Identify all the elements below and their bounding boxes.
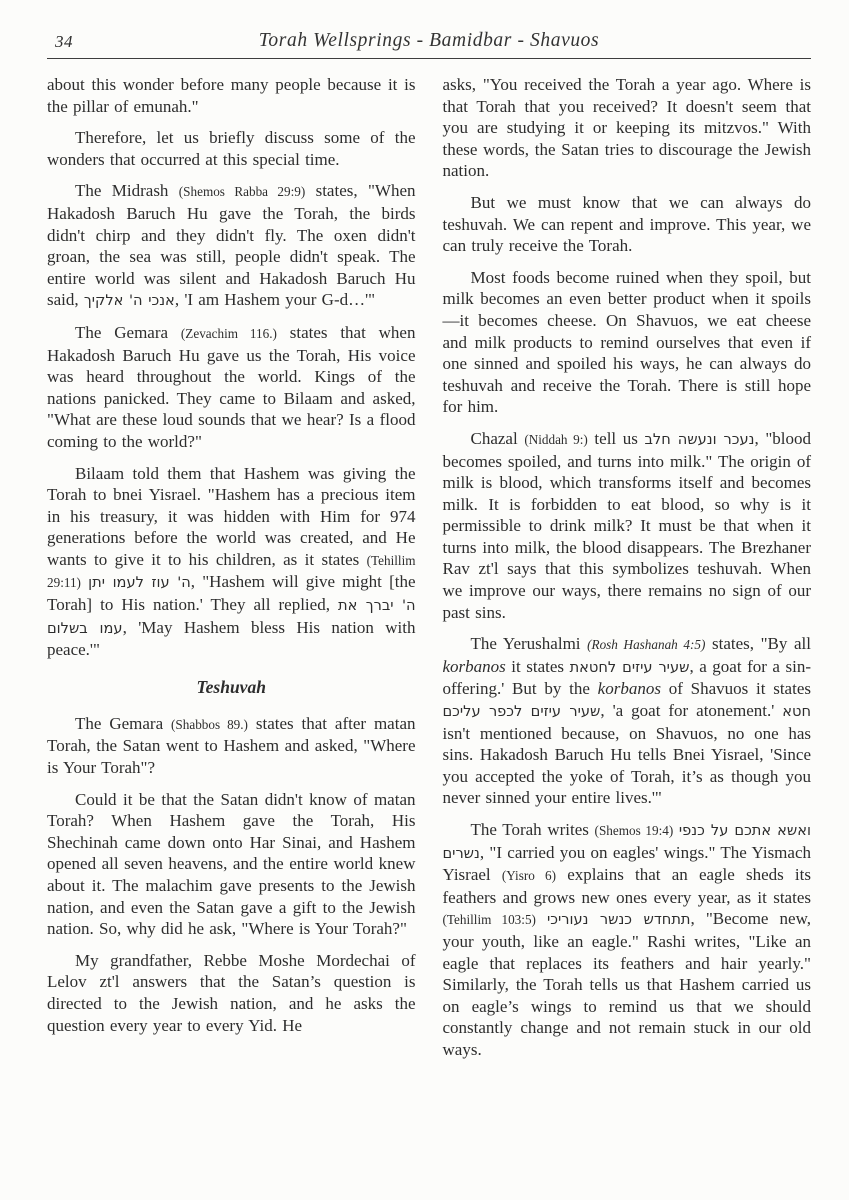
body-text: isn't mentioned because, on Shavuos, no one has sins. Hakadosh Baruch Hu tells Bnei Yisrael, 'Since you accepted the yoke of Torah, it’s as though you never sinned your entire lives.'" — [442, 723, 811, 808]
paragraph — [47, 322, 416, 453]
body-text: , 'I am Hashem your G-d…'" — [174, 290, 376, 310]
body-text: states, "When Hakadosh Baruch Hu gave the Torah, the birds didn't chirp and they didn't fly. The oxen didn't groan, the sea was still, people didn't speak. The entire world was silent and Hakadosh Baruch Hu said, — [47, 181, 416, 310]
body-text: it states — [505, 656, 570, 676]
hebrew-text: ה' יברך את עמו בשלום — [47, 597, 416, 637]
paragraph — [443, 74, 812, 182]
citation: (Shabbos 89.) — [171, 716, 248, 732]
paragraph — [47, 789, 416, 940]
citation: (Shemos 19:4) — [594, 823, 674, 838]
paragraph — [443, 428, 812, 623]
body-text: Could it be that the Satan didn't know of matan Torah? When Hashem gave the Torah, His Shechinah came down onto Har Sinai, and Hashem opened all seven heavens, and the entire world knew about it. The malachim gave presents to the Jewish nation, and even the Satan gave a gift to the Jewish nation. So, why did he ask, "Where is Your Torah?" — [47, 789, 416, 939]
left-column — [47, 74, 416, 1071]
body-text: Chazal — [470, 428, 525, 448]
body-text: , "Hashem will give might [the Torah] to His nation.' They all replied, — [47, 572, 416, 615]
citation: (Zevachim 116.) — [180, 325, 277, 341]
hebrew-text: אנכי ה' אלקיך — [83, 292, 175, 310]
paragraph — [47, 74, 416, 117]
hebrew-text: ה' עוז לעמו יתן — [88, 574, 191, 592]
text-columns — [47, 74, 811, 1071]
page-number: 34 — [55, 32, 73, 51]
body-text: states that after matan Torah, the Satan went to Hashem and asked, "Where is Your Torah"? — [47, 713, 416, 778]
body-text: , "Become new, your youth, like an eagle." Rashi writes, "Like an eagle that replaces its feathers and hair yearly." Similarly, the Torah tells us that Hashem carried us on eagle’s wings to remind us that we should constantly change and not remain stuck in our old ways. — [442, 909, 811, 1059]
citation: (Niddah 9:) — [524, 431, 588, 447]
hebrew-text: שעיר עיזים לכפר עליכם — [442, 703, 601, 721]
hebrew-text: חטא — [782, 703, 811, 721]
page-title: Torah Wellsprings - Bamidbar - Shavuos — [258, 30, 600, 51]
body-text: states that when Hakadosh Baruch Hu gave us the Torah, His voice was heard throughout the world. Kings of the nations panicked. They came to Bilaam and asked, "What are these loud sounds that we hear? Is a flood coming to the world?" — [47, 322, 416, 451]
body-text: The Yerushalmi — [470, 634, 588, 654]
body-text: , "I carried you on eagles' wings." The Yismach Yisrael — [442, 842, 811, 885]
paragraph — [47, 463, 416, 661]
italic-term: korbanos — [442, 656, 506, 676]
body-text: Bilaam told them that Hashem was giving the Torah to bnei Yisrael. "Hashem has a precious item in his treasury, it was hidden with Him for 974 generations before the world was created, and He wants to give it to his children, as it states — [47, 463, 416, 569]
body-text: The Gemara — [75, 322, 181, 342]
paragraph — [47, 127, 416, 170]
paragraph — [443, 819, 812, 1061]
citation: (Tehillim 103:5) — [442, 912, 536, 928]
body-text: asks, "You received the Torah a year ago. Where is that Torah that you received? It doesn't seem that you are studying it or keeping its mitzvos." With these words, the Satan tries to discourage the Jewish nation. — [442, 75, 811, 181]
right-column — [443, 74, 812, 1071]
body-text: The Torah writes — [470, 820, 595, 839]
citation: (Tehillim 29:11) — [47, 552, 416, 591]
page-header — [47, 30, 811, 56]
body-text: tell us — [587, 428, 645, 448]
paragraph — [443, 192, 812, 257]
body-text — [536, 909, 547, 928]
body-text: But we must know that we can always do teshuvah. We can repent and improve. This year, we can truly receive the Torah. — [442, 192, 811, 256]
body-text: Most foods become ruined when they spoil, but milk becomes an even better product when it spoils—it becomes cheese. On Shavuos, we eat cheese and milk products to remind ourselves that even if one sinned and spoiled his ways, he can always do teshuvah and receive the Torah. There is still hope for him. — [442, 267, 811, 417]
body-text: Therefore, let us briefly discuss some of the wonders that occurred at this special time. — [47, 128, 416, 169]
hebrew-text: ואשא אתכם על כנפי נשרים — [442, 822, 812, 862]
citation: (Shemos Rabba 29:9) — [178, 184, 306, 200]
body-text: The Gemara — [75, 713, 172, 733]
body-text: of Shavuos it states — [660, 679, 811, 699]
section-heading: Teshuvah — [196, 676, 266, 697]
body-text: about this wonder before many people because it is the pillar of emunah." — [47, 75, 416, 116]
body-text: explains that an eagle sheds its feathers and grows new ones every year, as it states — [442, 865, 811, 907]
body-text: , "blood becomes spoiled, and turns into milk." The origin of milk is blood, which transforms itself and becomes milk. It is forbidden to eat blood, so why is it permissible to drink milk? It must be that when it turns into milk, the blood disappears. The Brezhaner Rav zt'l says that this symbolizes teshuvah. When we improve our ways, there remains no sign of our past sins. — [442, 428, 811, 622]
paragraph — [443, 633, 812, 809]
hebrew-text: שעיר עיזים לחטאת — [569, 658, 690, 676]
body-text: , 'a goat for atonement.' — [600, 701, 783, 721]
paragraph — [47, 950, 416, 1036]
hebrew-text: נעכר ונעשה חלב — [644, 430, 755, 448]
paragraph — [47, 713, 416, 779]
italic-term: korbanos — [597, 679, 661, 699]
hebrew-text: תתחדש כנשר נעוריכי — [547, 911, 691, 929]
paragraph — [443, 267, 812, 418]
body-text: , a goat for a sin-offering.' But by the — [442, 656, 812, 699]
citation: (Rosh Hashanah 4:5) — [587, 637, 706, 653]
paragraph — [47, 180, 416, 312]
body-text: , 'May Hashem bless His nation with peace.'" — [47, 617, 416, 660]
body-text: My grandfather, Rebbe Moshe Mordechai of Lelov zt'l answers that the Satan’s question is directed to the Jewish nation, and he asks the question every year to every Yid. He — [47, 950, 416, 1035]
citation: (Yisro 6) — [501, 868, 557, 884]
header-rule — [47, 58, 811, 59]
body-text: The Midrash — [75, 181, 179, 201]
body-text: states, "By all — [705, 634, 811, 654]
